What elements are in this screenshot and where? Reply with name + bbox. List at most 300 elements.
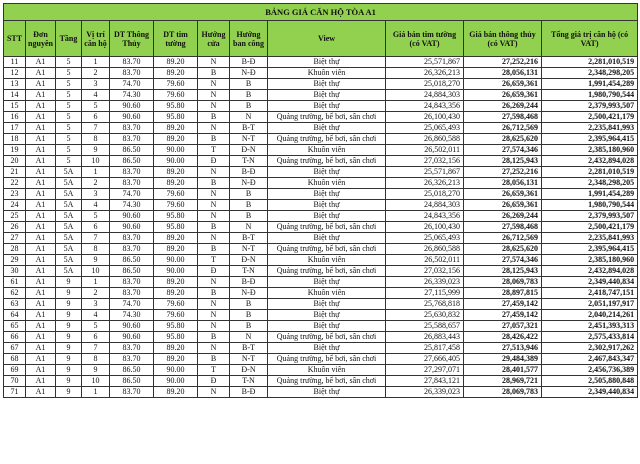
cell-block: A1 bbox=[26, 156, 56, 167]
col-header-gross-area[interactable]: DT tim tường bbox=[154, 21, 198, 57]
cell-net-area: 83.70 bbox=[110, 134, 154, 145]
cell-position: 9 bbox=[82, 365, 110, 376]
cell-total: 2,456,736,389 bbox=[542, 365, 638, 376]
cell-door-direction: Đ bbox=[198, 266, 230, 277]
cell-price-net: 28,125,943 bbox=[464, 266, 542, 277]
cell-balcony-direction: B bbox=[230, 200, 268, 211]
cell-door-direction: B bbox=[198, 244, 230, 255]
cell-door-direction: N bbox=[198, 343, 230, 354]
cell-net-area: 83.70 bbox=[110, 123, 154, 134]
cell-price-gross: 24,843,356 bbox=[386, 101, 464, 112]
cell-net-area: 74.70 bbox=[110, 299, 154, 310]
cell-balcony-direction: T-N bbox=[230, 266, 268, 277]
cell-block: A1 bbox=[26, 277, 56, 288]
col-header-total[interactable]: Tổng giá trị căn hộ (có VAT) bbox=[542, 21, 638, 57]
cell-price-gross: 26,860,588 bbox=[386, 134, 464, 145]
cell-gross-area: 79.60 bbox=[154, 299, 198, 310]
cell-price-gross: 27,032,156 bbox=[386, 266, 464, 277]
cell-gross-area: 89.20 bbox=[154, 277, 198, 288]
cell-net-area: 86.50 bbox=[110, 365, 154, 376]
cell-total: 1,991,454,289 bbox=[542, 189, 638, 200]
cell-net-area: 86.50 bbox=[110, 266, 154, 277]
table-row[interactable] bbox=[4, 266, 638, 277]
cell-door-direction: N bbox=[198, 233, 230, 244]
cell-block: A1 bbox=[26, 90, 56, 101]
cell-balcony-direction: B-Đ bbox=[230, 57, 268, 68]
cell-stt: 63 bbox=[4, 299, 26, 310]
price-table bbox=[3, 3, 638, 398]
col-header-price-net[interactable]: Giá bán thông thủy (có VAT) bbox=[464, 21, 542, 57]
cell-price-gross: 25,571,867 bbox=[386, 167, 464, 178]
cell-door-direction: T bbox=[198, 145, 230, 156]
table-row[interactable] bbox=[4, 167, 638, 178]
cell-gross-area: 95.80 bbox=[154, 222, 198, 233]
cell-net-area: 86.50 bbox=[110, 145, 154, 156]
cell-balcony-direction: Đ-N bbox=[230, 255, 268, 266]
cell-floor: 5 bbox=[56, 79, 82, 90]
cell-gross-area: 89.20 bbox=[154, 288, 198, 299]
cell-block: A1 bbox=[26, 332, 56, 343]
cell-position: 9 bbox=[82, 145, 110, 156]
table-row[interactable] bbox=[4, 123, 638, 134]
cell-block: A1 bbox=[26, 343, 56, 354]
table-row[interactable] bbox=[4, 255, 638, 266]
col-header-view[interactable]: View bbox=[268, 21, 386, 57]
cell-position: 10 bbox=[82, 266, 110, 277]
cell-view: Khuôn viên bbox=[268, 365, 386, 376]
cell-gross-area: 89.20 bbox=[154, 167, 198, 178]
cell-price-net: 26,712,569 bbox=[464, 123, 542, 134]
cell-block: A1 bbox=[26, 211, 56, 222]
cell-price-net: 27,459,142 bbox=[464, 310, 542, 321]
cell-view: Biệt thự bbox=[268, 233, 386, 244]
cell-price-gross: 26,339,023 bbox=[386, 387, 464, 398]
cell-total: 2,432,894,028 bbox=[542, 156, 638, 167]
table-row[interactable] bbox=[4, 233, 638, 244]
cell-floor: 5 bbox=[56, 57, 82, 68]
cell-balcony-direction: B bbox=[230, 211, 268, 222]
col-header-door-direction[interactable]: Hướng cửa bbox=[198, 21, 230, 57]
cell-view: Quảng trường, bể bơi, sân chơi bbox=[268, 244, 386, 255]
cell-view: Biệt thự bbox=[268, 101, 386, 112]
cell-balcony-direction: N-T bbox=[230, 134, 268, 145]
cell-price-gross: 27,115,999 bbox=[386, 288, 464, 299]
table-row[interactable] bbox=[4, 156, 638, 167]
table-row[interactable] bbox=[4, 277, 638, 288]
cell-stt: 17 bbox=[4, 123, 26, 134]
table-row[interactable] bbox=[4, 387, 638, 398]
table-row[interactable] bbox=[4, 310, 638, 321]
cell-balcony-direction: B bbox=[230, 299, 268, 310]
cell-block: A1 bbox=[26, 222, 56, 233]
table-row[interactable] bbox=[4, 343, 638, 354]
cell-price-net: 28,625,620 bbox=[464, 244, 542, 255]
cell-gross-area: 89.20 bbox=[154, 387, 198, 398]
cell-total: 2,395,964,415 bbox=[542, 244, 638, 255]
col-header-net-area[interactable]: DT Thông Thủy bbox=[110, 21, 154, 57]
table-row[interactable] bbox=[4, 321, 638, 332]
cell-stt: 64 bbox=[4, 310, 26, 321]
cell-price-net: 26,269,244 bbox=[464, 211, 542, 222]
cell-price-net: 28,897,815 bbox=[464, 288, 542, 299]
cell-net-area: 90.60 bbox=[110, 321, 154, 332]
cell-position: 1 bbox=[82, 277, 110, 288]
cell-position: 2 bbox=[82, 178, 110, 189]
cell-view: Biệt thự bbox=[268, 299, 386, 310]
cell-door-direction: Đ bbox=[198, 376, 230, 387]
cell-position: 7 bbox=[82, 233, 110, 244]
cell-stt: 30 bbox=[4, 266, 26, 277]
cell-total: 2,505,880,848 bbox=[542, 376, 638, 387]
cell-gross-area: 95.80 bbox=[154, 101, 198, 112]
table-row[interactable] bbox=[4, 79, 638, 90]
cell-floor: 5A bbox=[56, 189, 82, 200]
cell-door-direction: B bbox=[198, 288, 230, 299]
table-row[interactable] bbox=[4, 299, 638, 310]
cell-position: 10 bbox=[82, 156, 110, 167]
cell-door-direction: B bbox=[198, 332, 230, 343]
cell-floor: 9 bbox=[56, 332, 82, 343]
cell-net-area: 74.30 bbox=[110, 200, 154, 211]
cell-block: A1 bbox=[26, 134, 56, 145]
cell-price-gross: 26,100,430 bbox=[386, 222, 464, 233]
cell-door-direction: N bbox=[198, 321, 230, 332]
cell-position: 8 bbox=[82, 134, 110, 145]
cell-balcony-direction: B bbox=[230, 79, 268, 90]
cell-price-gross: 26,502,011 bbox=[386, 145, 464, 156]
cell-block: A1 bbox=[26, 112, 56, 123]
cell-stt: 18 bbox=[4, 134, 26, 145]
cell-door-direction: N bbox=[198, 387, 230, 398]
cell-stt: 65 bbox=[4, 321, 26, 332]
cell-view: Biệt thự bbox=[268, 310, 386, 321]
cell-floor: 5 bbox=[56, 134, 82, 145]
cell-price-gross: 26,326,213 bbox=[386, 68, 464, 79]
cell-balcony-direction: B-Đ bbox=[230, 277, 268, 288]
cell-door-direction: N bbox=[198, 277, 230, 288]
cell-net-area: 83.70 bbox=[110, 354, 154, 365]
cell-view: Quảng trường, bể bơi, sân chơi bbox=[268, 134, 386, 145]
table-row[interactable] bbox=[4, 365, 638, 376]
cell-view: Biệt thự bbox=[268, 321, 386, 332]
cell-stt: 12 bbox=[4, 68, 26, 79]
cell-price-net: 29,484,389 bbox=[464, 354, 542, 365]
cell-gross-area: 90.00 bbox=[154, 255, 198, 266]
col-header-balcony-direction[interactable]: Hướng ban công bbox=[230, 21, 268, 57]
cell-door-direction: N bbox=[198, 101, 230, 112]
table-row[interactable] bbox=[4, 101, 638, 112]
cell-net-area: 83.70 bbox=[110, 343, 154, 354]
cell-gross-area: 90.00 bbox=[154, 266, 198, 277]
table-row[interactable] bbox=[4, 332, 638, 343]
cell-view: Quảng trường, bể bơi, sân chơi bbox=[268, 332, 386, 343]
cell-gross-area: 89.20 bbox=[154, 233, 198, 244]
cell-view: Biệt thự bbox=[268, 200, 386, 211]
cell-position: 1 bbox=[82, 387, 110, 398]
cell-price-net: 27,252,216 bbox=[464, 167, 542, 178]
cell-net-area: 74.30 bbox=[110, 310, 154, 321]
cell-block: A1 bbox=[26, 233, 56, 244]
cell-total: 2,235,841,993 bbox=[542, 233, 638, 244]
cell-net-area: 74.70 bbox=[110, 79, 154, 90]
cell-block: A1 bbox=[26, 68, 56, 79]
cell-view: Biệt thự bbox=[268, 167, 386, 178]
cell-door-direction: B bbox=[198, 68, 230, 79]
cell-price-net: 27,574,346 bbox=[464, 145, 542, 156]
cell-block: A1 bbox=[26, 145, 56, 156]
cell-net-area: 90.60 bbox=[110, 211, 154, 222]
cell-floor: 5A bbox=[56, 211, 82, 222]
cell-stt: 19 bbox=[4, 145, 26, 156]
cell-total: 2,040,214,261 bbox=[542, 310, 638, 321]
cell-door-direction: N bbox=[198, 310, 230, 321]
cell-price-net: 28,069,783 bbox=[464, 277, 542, 288]
cell-price-net: 27,459,142 bbox=[464, 299, 542, 310]
cell-price-net: 27,252,216 bbox=[464, 57, 542, 68]
cell-total: 2,379,993,507 bbox=[542, 101, 638, 112]
cell-price-gross: 26,502,011 bbox=[386, 255, 464, 266]
cell-price-gross: 27,032,156 bbox=[386, 156, 464, 167]
cell-gross-area: 89.20 bbox=[154, 123, 198, 134]
cell-gross-area: 89.20 bbox=[154, 244, 198, 255]
title-row bbox=[4, 4, 638, 21]
table-row[interactable] bbox=[4, 145, 638, 156]
cell-price-gross: 25,065,493 bbox=[386, 123, 464, 134]
cell-block: A1 bbox=[26, 178, 56, 189]
cell-balcony-direction: B bbox=[230, 310, 268, 321]
cell-door-direction: N bbox=[198, 79, 230, 90]
table-row[interactable] bbox=[4, 57, 638, 68]
cell-view: Quảng trường, bể bơi, sân chơi bbox=[268, 112, 386, 123]
cell-gross-area: 79.60 bbox=[154, 310, 198, 321]
cell-total: 2,432,894,028 bbox=[542, 266, 638, 277]
cell-stt: 71 bbox=[4, 387, 26, 398]
cell-position: 7 bbox=[82, 343, 110, 354]
cell-stt: 15 bbox=[4, 101, 26, 112]
cell-view: Biệt thự bbox=[268, 79, 386, 90]
col-header-block[interactable]: Đơn nguyên bbox=[26, 21, 56, 57]
cell-stt: 62 bbox=[4, 288, 26, 299]
col-header-floor[interactable]: Tầng bbox=[56, 21, 82, 57]
cell-balcony-direction: B bbox=[230, 90, 268, 101]
cell-view: Khuôn viên bbox=[268, 288, 386, 299]
cell-balcony-direction: N-Đ bbox=[230, 68, 268, 79]
cell-total: 2,451,393,313 bbox=[542, 321, 638, 332]
cell-door-direction: B bbox=[198, 178, 230, 189]
cell-stt: 21 bbox=[4, 167, 26, 178]
table-row[interactable] bbox=[4, 112, 638, 123]
cell-block: A1 bbox=[26, 189, 56, 200]
cell-price-net: 27,598,468 bbox=[464, 112, 542, 123]
table-row[interactable] bbox=[4, 68, 638, 79]
cell-price-net: 28,069,783 bbox=[464, 387, 542, 398]
cell-position: 3 bbox=[82, 299, 110, 310]
cell-price-gross: 26,883,443 bbox=[386, 332, 464, 343]
cell-price-net: 26,712,569 bbox=[464, 233, 542, 244]
cell-net-area: 74.30 bbox=[110, 90, 154, 101]
cell-stt: 70 bbox=[4, 376, 26, 387]
cell-gross-area: 90.00 bbox=[154, 145, 198, 156]
table-row[interactable] bbox=[4, 90, 638, 101]
cell-balcony-direction: B bbox=[230, 101, 268, 112]
cell-stt: 13 bbox=[4, 79, 26, 90]
cell-net-area: 83.70 bbox=[110, 288, 154, 299]
cell-total: 2,281,010,519 bbox=[542, 167, 638, 178]
cell-floor: 9 bbox=[56, 354, 82, 365]
cell-price-net: 26,659,361 bbox=[464, 79, 542, 90]
col-header-position[interactable]: Vị trí căn hộ bbox=[82, 21, 110, 57]
cell-door-direction: B bbox=[198, 134, 230, 145]
cell-total: 2,385,180,960 bbox=[542, 145, 638, 156]
cell-door-direction: B bbox=[198, 112, 230, 123]
cell-block: A1 bbox=[26, 376, 56, 387]
cell-gross-area: 95.80 bbox=[154, 211, 198, 222]
cell-total: 2,348,298,205 bbox=[542, 68, 638, 79]
cell-position: 1 bbox=[82, 57, 110, 68]
cell-balcony-direction: N bbox=[230, 332, 268, 343]
cell-net-area: 83.70 bbox=[110, 277, 154, 288]
page-title: BẢNG GIÁ CĂN HỘ TÒA A1 bbox=[4, 4, 638, 21]
table-row[interactable] bbox=[4, 354, 638, 365]
cell-floor: 5 bbox=[56, 90, 82, 101]
cell-price-gross: 25,018,270 bbox=[386, 189, 464, 200]
cell-floor: 9 bbox=[56, 365, 82, 376]
cell-price-net: 27,513,946 bbox=[464, 343, 542, 354]
cell-door-direction: N bbox=[198, 211, 230, 222]
cell-price-gross: 26,100,430 bbox=[386, 112, 464, 123]
cell-block: A1 bbox=[26, 57, 56, 68]
cell-door-direction: N bbox=[198, 167, 230, 178]
cell-view: Biệt thự bbox=[268, 123, 386, 134]
table-row[interactable] bbox=[4, 244, 638, 255]
table-row[interactable] bbox=[4, 178, 638, 189]
table-row[interactable] bbox=[4, 376, 638, 387]
table-row[interactable] bbox=[4, 134, 638, 145]
cell-gross-area: 89.20 bbox=[154, 134, 198, 145]
col-header-stt[interactable]: STT bbox=[4, 21, 26, 57]
cell-door-direction: N bbox=[198, 57, 230, 68]
cell-view: Khuôn viên bbox=[268, 178, 386, 189]
cell-price-gross: 27,666,405 bbox=[386, 354, 464, 365]
cell-stt: 67 bbox=[4, 343, 26, 354]
cell-view: Quảng trường, bể bơi, sân chơi bbox=[268, 266, 386, 277]
cell-total: 2,235,841,993 bbox=[542, 123, 638, 134]
cell-block: A1 bbox=[26, 266, 56, 277]
cell-price-gross: 27,843,121 bbox=[386, 376, 464, 387]
cell-net-area: 83.70 bbox=[110, 167, 154, 178]
cell-balcony-direction: N-Đ bbox=[230, 178, 268, 189]
cell-floor: 5A bbox=[56, 200, 82, 211]
cell-total: 2,395,964,415 bbox=[542, 134, 638, 145]
cell-floor: 9 bbox=[56, 277, 82, 288]
cell-floor: 5 bbox=[56, 156, 82, 167]
cell-position: 6 bbox=[82, 222, 110, 233]
cell-balcony-direction: B bbox=[230, 321, 268, 332]
cell-view: Quảng trường, bể bơi, sân chơi bbox=[268, 156, 386, 167]
cell-price-net: 28,426,422 bbox=[464, 332, 542, 343]
cell-stt: 24 bbox=[4, 200, 26, 211]
cell-total: 2,349,440,834 bbox=[542, 277, 638, 288]
cell-price-gross: 25,065,493 bbox=[386, 233, 464, 244]
table-row[interactable] bbox=[4, 211, 638, 222]
cell-gross-area: 90.00 bbox=[154, 156, 198, 167]
cell-net-area: 86.50 bbox=[110, 376, 154, 387]
cell-position: 8 bbox=[82, 354, 110, 365]
cell-view: Biệt thự bbox=[268, 277, 386, 288]
cell-door-direction: N bbox=[198, 189, 230, 200]
cell-view: Biệt thự bbox=[268, 343, 386, 354]
cell-door-direction: N bbox=[198, 299, 230, 310]
cell-balcony-direction: B-T bbox=[230, 343, 268, 354]
cell-price-gross: 24,843,356 bbox=[386, 211, 464, 222]
cell-block: A1 bbox=[26, 123, 56, 134]
table-row[interactable] bbox=[4, 189, 638, 200]
cell-floor: 5A bbox=[56, 167, 82, 178]
cell-price-net: 28,969,721 bbox=[464, 376, 542, 387]
cell-door-direction: T bbox=[198, 365, 230, 376]
cell-gross-area: 89.20 bbox=[154, 354, 198, 365]
col-header-price-gross[interactable]: Giá bán tim tường (có VAT) bbox=[386, 21, 464, 57]
cell-balcony-direction: B-T bbox=[230, 123, 268, 134]
cell-position: 8 bbox=[82, 244, 110, 255]
cell-stt: 25 bbox=[4, 211, 26, 222]
cell-position: 4 bbox=[82, 90, 110, 101]
cell-block: A1 bbox=[26, 101, 56, 112]
cell-balcony-direction: Đ-N bbox=[230, 365, 268, 376]
cell-position: 4 bbox=[82, 200, 110, 211]
cell-position: 5 bbox=[82, 101, 110, 112]
table-row[interactable] bbox=[4, 222, 638, 233]
cell-balcony-direction: B bbox=[230, 189, 268, 200]
cell-door-direction: N bbox=[198, 123, 230, 134]
cell-total: 1,980,790,544 bbox=[542, 90, 638, 101]
cell-floor: 9 bbox=[56, 321, 82, 332]
table-row[interactable] bbox=[4, 288, 638, 299]
cell-gross-area: 95.80 bbox=[154, 112, 198, 123]
cell-total: 2,467,843,347 bbox=[542, 354, 638, 365]
cell-floor: 5 bbox=[56, 112, 82, 123]
cell-block: A1 bbox=[26, 354, 56, 365]
cell-gross-area: 90.00 bbox=[154, 376, 198, 387]
cell-block: A1 bbox=[26, 255, 56, 266]
cell-net-area: 83.70 bbox=[110, 233, 154, 244]
cell-floor: 9 bbox=[56, 387, 82, 398]
cell-balcony-direction: B-T bbox=[230, 233, 268, 244]
cell-floor: 9 bbox=[56, 343, 82, 354]
cell-view: Quảng trường, bể bơi, sân chơi bbox=[268, 376, 386, 387]
cell-balcony-direction: B-Đ bbox=[230, 387, 268, 398]
cell-view: Biệt thự bbox=[268, 90, 386, 101]
cell-stt: 28 bbox=[4, 244, 26, 255]
cell-net-area: 90.60 bbox=[110, 222, 154, 233]
cell-gross-area: 89.20 bbox=[154, 68, 198, 79]
cell-floor: 5A bbox=[56, 255, 82, 266]
cell-door-direction: N bbox=[198, 200, 230, 211]
cell-price-gross: 25,817,458 bbox=[386, 343, 464, 354]
cell-position: 6 bbox=[82, 332, 110, 343]
cell-view: Biệt thự bbox=[268, 387, 386, 398]
table-row[interactable] bbox=[4, 200, 638, 211]
cell-gross-area: 89.20 bbox=[154, 343, 198, 354]
cell-gross-area: 95.80 bbox=[154, 321, 198, 332]
cell-gross-area: 90.00 bbox=[154, 365, 198, 376]
cell-floor: 9 bbox=[56, 376, 82, 387]
cell-stt: 22 bbox=[4, 178, 26, 189]
cell-block: A1 bbox=[26, 387, 56, 398]
cell-view: Biệt thự bbox=[268, 211, 386, 222]
cell-price-net: 28,401,577 bbox=[464, 365, 542, 376]
cell-price-gross: 25,630,832 bbox=[386, 310, 464, 321]
